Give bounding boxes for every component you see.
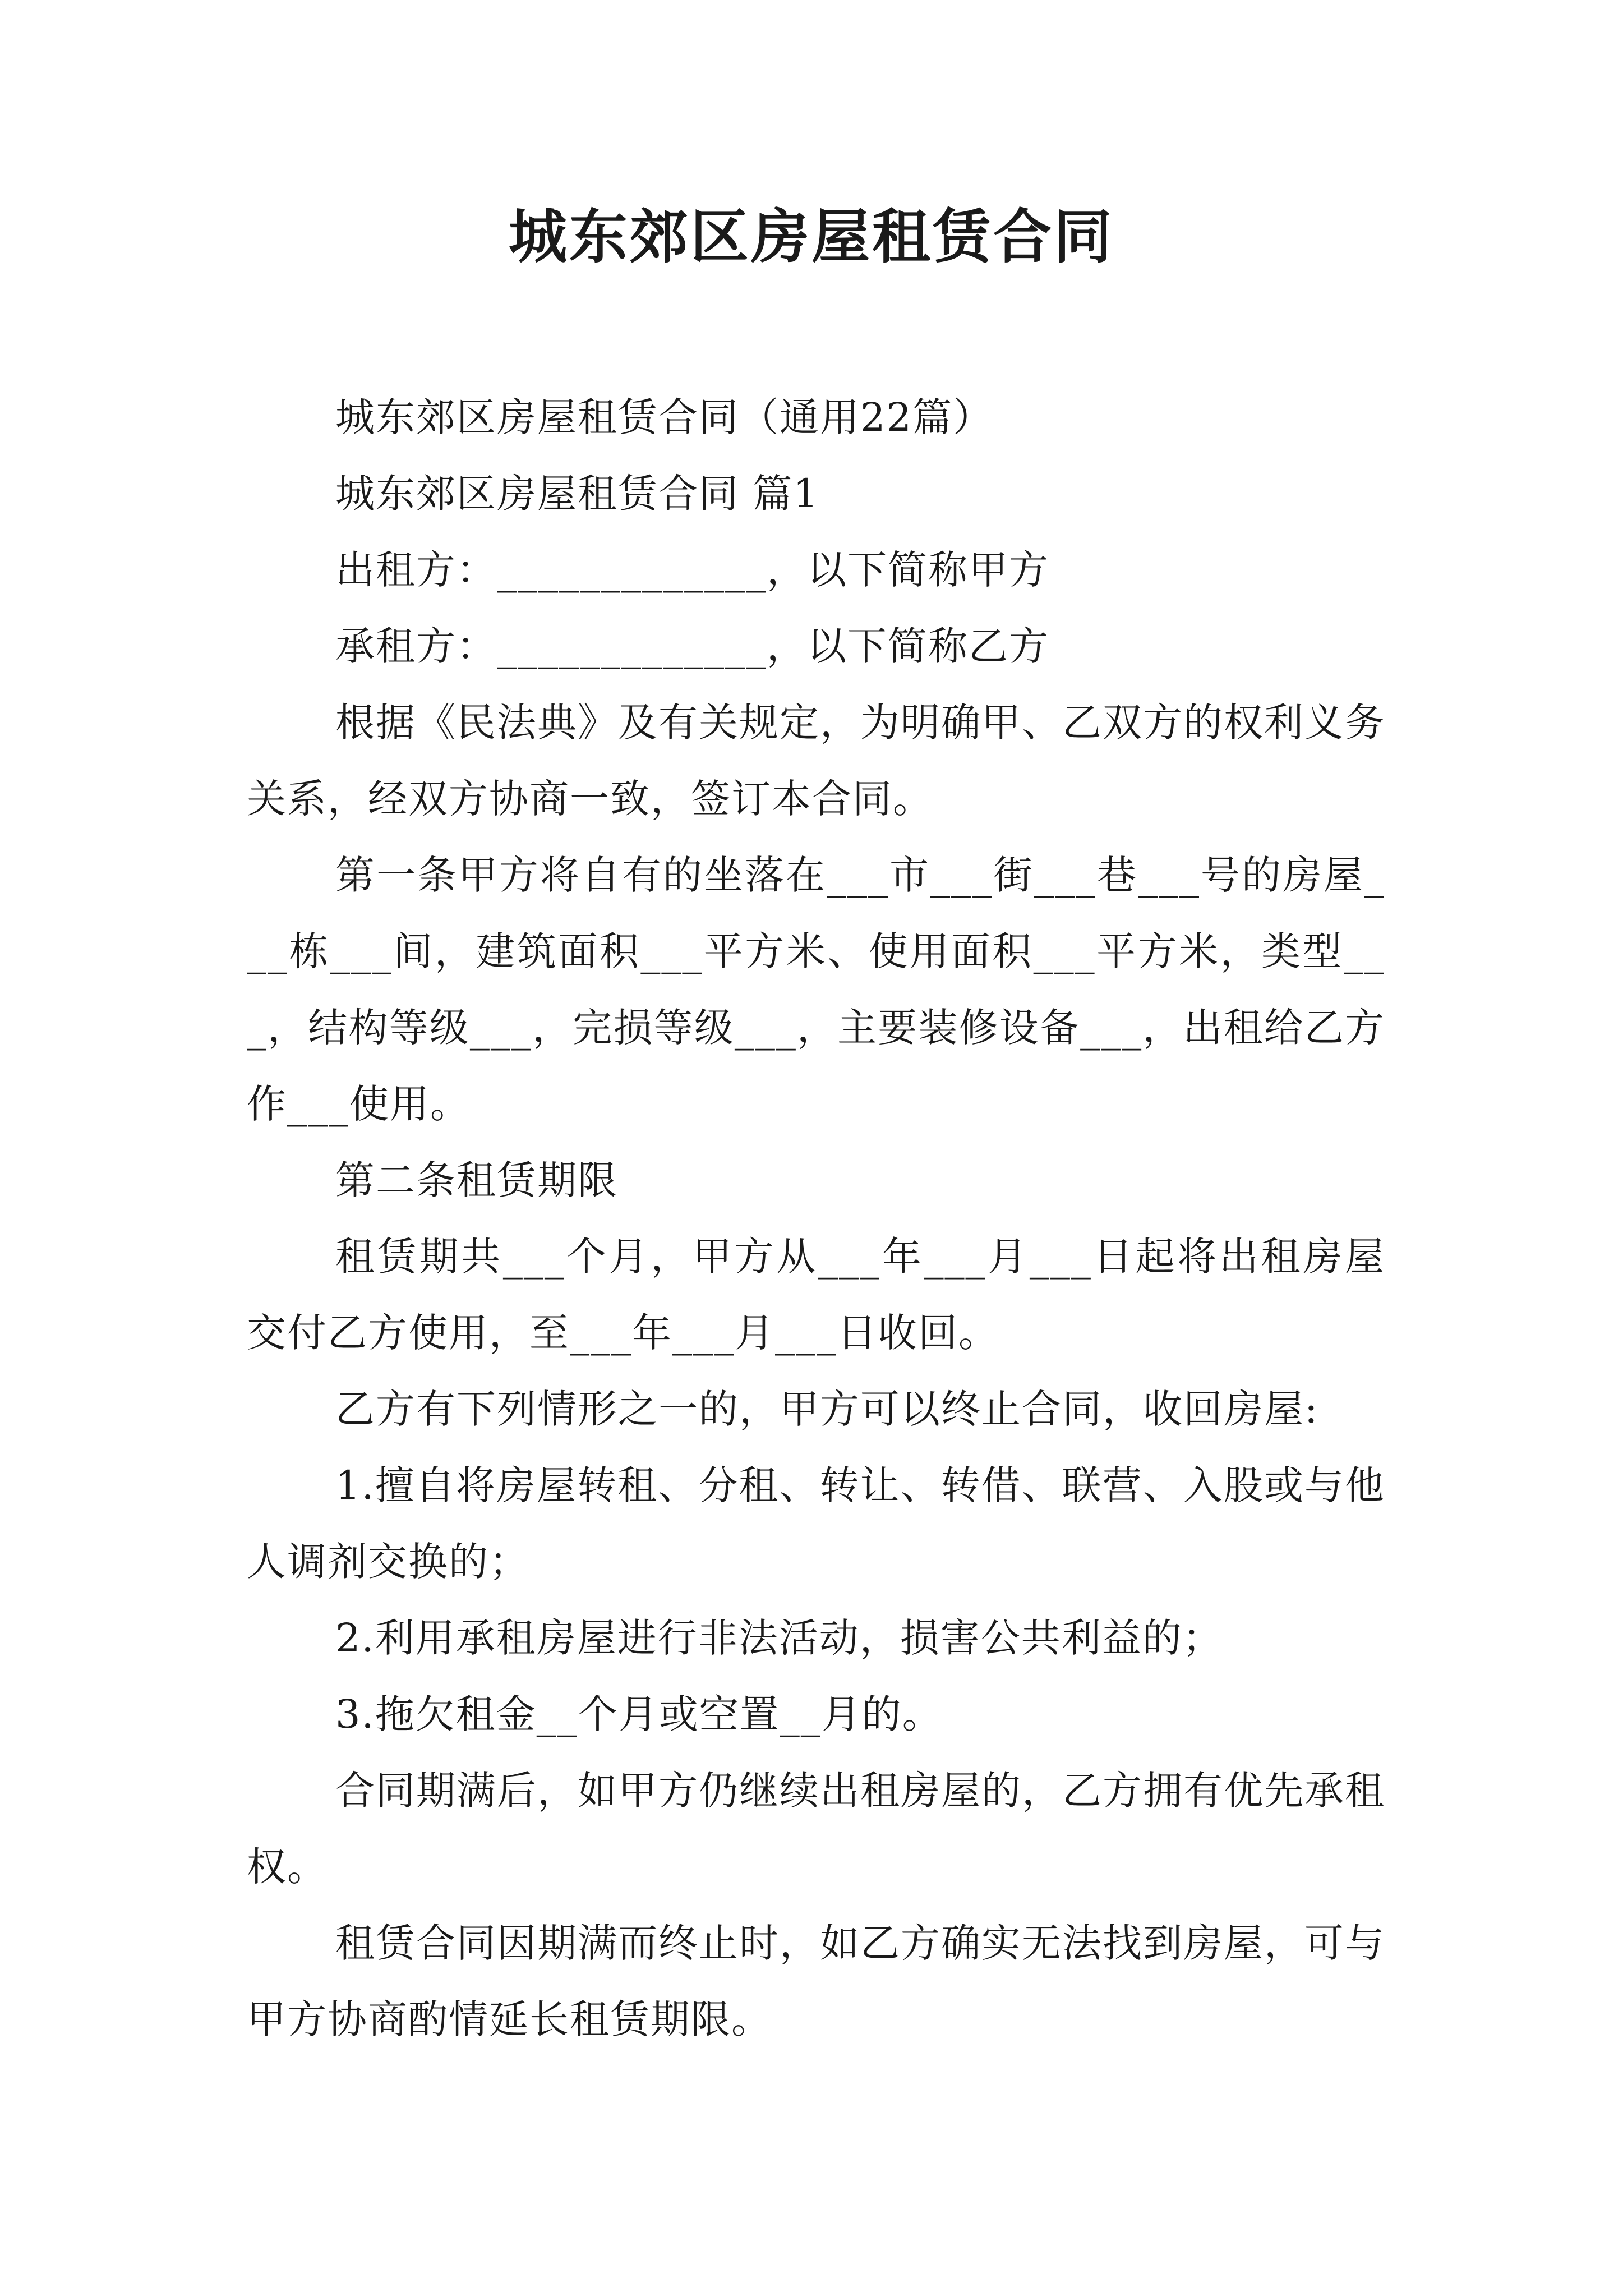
paragraph-article-1: 第一条甲方将自有的坐落在___市___街___巷___号的房屋___栋___间，建筑面积___平方米、使用面积___平方米，类型___，结构等级___，完损等级___，主要装修设备___，出租给乙方作___使用。: [247, 852, 1385, 1127]
paragraph-lessee: 承租方：_____________，以下简称乙方: [335, 623, 1049, 669]
paragraph-subtitle: 城东郊区房屋租赁合同（通用22篇）: [335, 394, 994, 440]
paragraph-priority-right: 合同期满后，如甲方仍继续出租房屋的，乙方拥有优先承租权。: [247, 1768, 1385, 1890]
paragraph-preamble: 根据《民法典》及有关规定，为明确甲、乙双方的权利义务关系，经双方协商一致，签订本合同。: [247, 700, 1385, 822]
paragraph-item-2: 2.利用承租房屋进行非法活动，损害公共利益的；: [335, 1615, 1223, 1661]
document-body: [247, 379, 1385, 2058]
paragraph-lessor: 出租方：_____________，以下简称甲方: [335, 547, 1049, 593]
paragraph-extension: 租赁合同因期满而终止时，如乙方确实无法找到房屋，可与甲方协商酌情延长租赁期限。: [247, 1920, 1385, 2042]
paragraph-article-2-heading: 第二条租赁期限: [335, 1157, 618, 1203]
paragraph-termination-intro: 乙方有下列情形之一的，甲方可以终止合同，收回房屋:: [335, 1386, 1319, 1432]
paragraph-section-heading: 城东郊区房屋租赁合同 篇1: [335, 471, 819, 517]
document-title: 城东郊区房屋租赁合同: [508, 202, 1114, 271]
paragraph-lease-term: 租赁期共___个月，甲方从___年___月___日起将出租房屋交付乙方使用，至___年___月___日收回。: [247, 1234, 1385, 1356]
paragraph-item-1: 1.擅自将房屋转租、分租、转让、转借、联营、入股或与他人调剂交换的；: [247, 1462, 1385, 1585]
paragraph-item-3: 3.拖欠租金__个月或空置__月的。: [335, 1691, 943, 1737]
